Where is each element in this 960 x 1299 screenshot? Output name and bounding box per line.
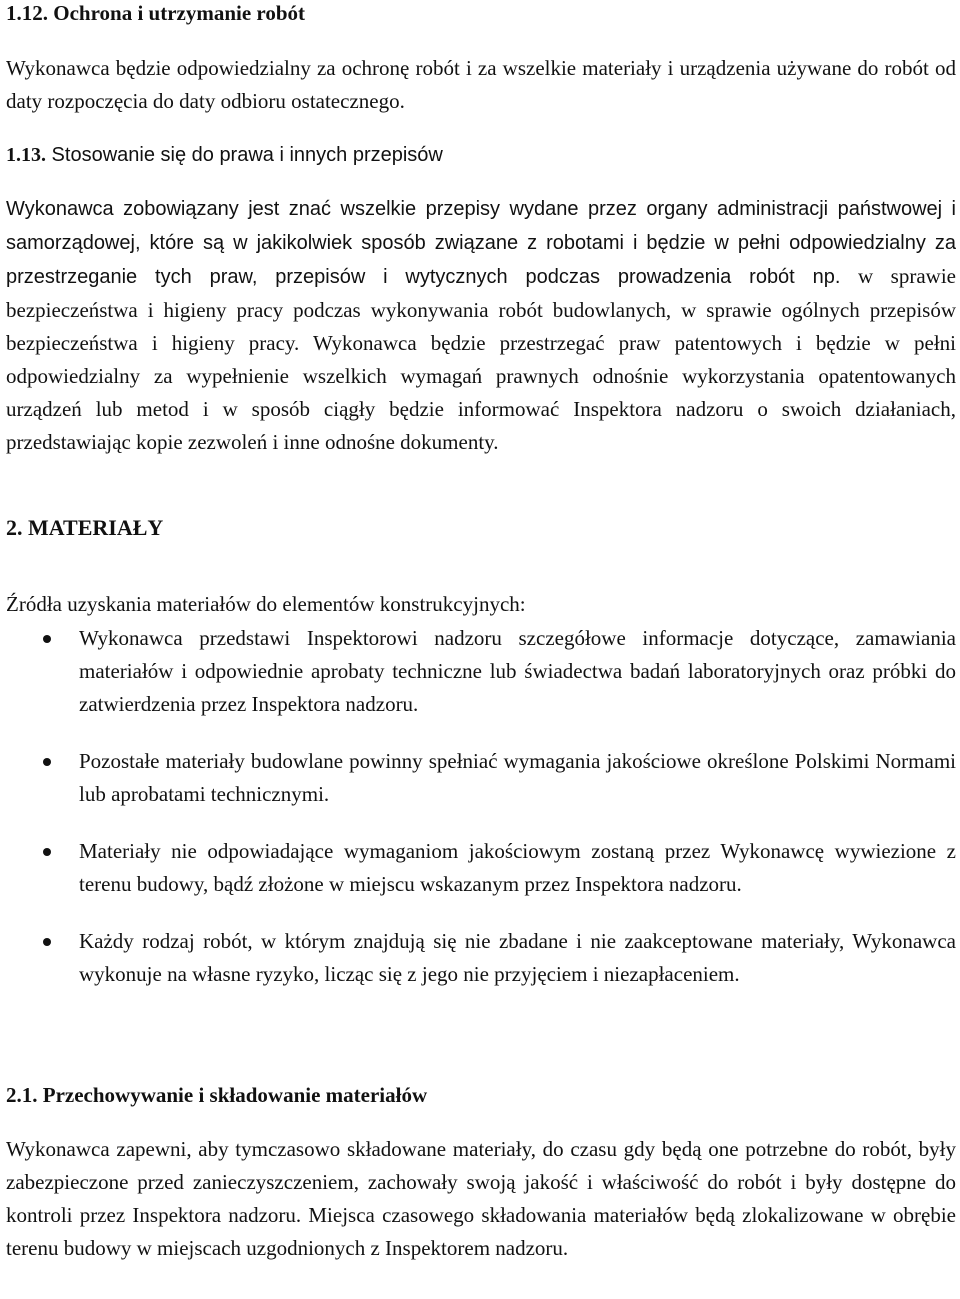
section-heading-2-1: 2.1. Przechowywanie i składowanie materiałów	[6, 1083, 428, 1107]
paragraph-protection: Wykonawca będzie odpowiedzialny za ochronę robót i za wszelkie materiały i urządzenia używane do robót od daty rozpoczęcia do daty odbioru ostatecznego.	[6, 56, 956, 113]
bullet-icon	[43, 848, 51, 856]
list-item-text: Każdy rodzaj robót, w którym znajdują się nie zbadane i nie zaakceptowane materiały, Wykonawca wykonuje na własne ryzyko, licząc się z jego nie przyjęciem i niezapłaceniem.	[79, 929, 956, 986]
section-heading-1-13	[6, 140, 443, 170]
bullet-icon	[43, 635, 51, 643]
section-heading-1-12: 1.12. Ochrona i utrzymanie robót	[6, 1, 306, 25]
section-title-1-13: Stosowanie się do prawa i innych przepisów	[46, 144, 443, 166]
list-item	[6, 622, 956, 721]
paragraph-storage: Wykonawca zapewni, aby tymczasowo składowane materiały, do czasu gdy będą one potrzebne do robót, były zabezpieczone przed zanieczyszczeniem, zachowały swoją jakość i właściwość do robót i były dostępne do kontroli przez Inspektora nadzoru. Miejsca czasowego składowania materiałów będą zlokalizowane w obrębie terenu budowy w miejscach uzgodnionych z Inspektorem nadzoru.	[6, 1137, 956, 1260]
paragraph-regulations-part2: w sprawie bezpieczeństwa i higieny pracy podczas wykonywania robót budowlanych, w sprawie ogólnych przepisów bezpieczeństwa i higieny pracy. Wykonawca będzie przestrzegać praw patentowych i będzie w pełni odpowiedzialny za wypełnienie wszelkich wymagań prawnych odnośnie wykorzystania opatentowanych urządzeń lub metod i w sposób ciągły będzie informować Inspektora nadzoru o swoich działaniach, przedstawiając kopie zezwoleń i inne odnośne dokumenty.	[6, 264, 956, 454]
list-item	[6, 745, 956, 811]
paragraph-regulations-part1: Wykonawca zobowiązany jest znać wszelkie przepisy wydane przez organy administracji państwowej i samorządowej, które są w jakikolwiek sposób związane z robotami i będzie w pełni odpowiedzialny za przestrzeganie tych praw, przepisów i wytycznych podczas prowadzenia robót np.	[6, 198, 956, 288]
list-item-text: Wykonawca przedstawi Inspektorowi nadzoru szczegółowe informacje dotyczące, zamawiania materiałów i odpowiednie aprobaty techniczne lub świadectwa badań laboratoryjnych oraz próbki do zatwierdzenia przez Inspektora nadzoru.	[79, 626, 956, 716]
section-heading-2: 2. MATERIAŁY	[6, 515, 164, 540]
materials-bullet-list	[6, 622, 956, 1015]
section-number-1-13: 1.13.	[6, 144, 46, 166]
materials-sources-title: Źródła uzyskania materiałów do elementów konstrukcyjnych:	[6, 592, 526, 616]
paragraph-regulations	[6, 192, 956, 459]
bullet-icon	[43, 758, 51, 766]
list-item-text: Materiały nie odpowiadające wymaganiom jakościowym zostaną przez Wykonawcę wywiezione z terenu budowy, bądź złożone w miejscu wskazanym przez Inspektora nadzoru.	[79, 839, 956, 896]
bullet-icon	[43, 938, 51, 946]
list-item	[6, 835, 956, 901]
list-item	[6, 925, 956, 991]
list-item-text: Pozostałe materiały budowlane powinny spełniać wymagania jakościowe określone Polskimi Normami lub aprobatami technicznymi.	[79, 749, 956, 806]
